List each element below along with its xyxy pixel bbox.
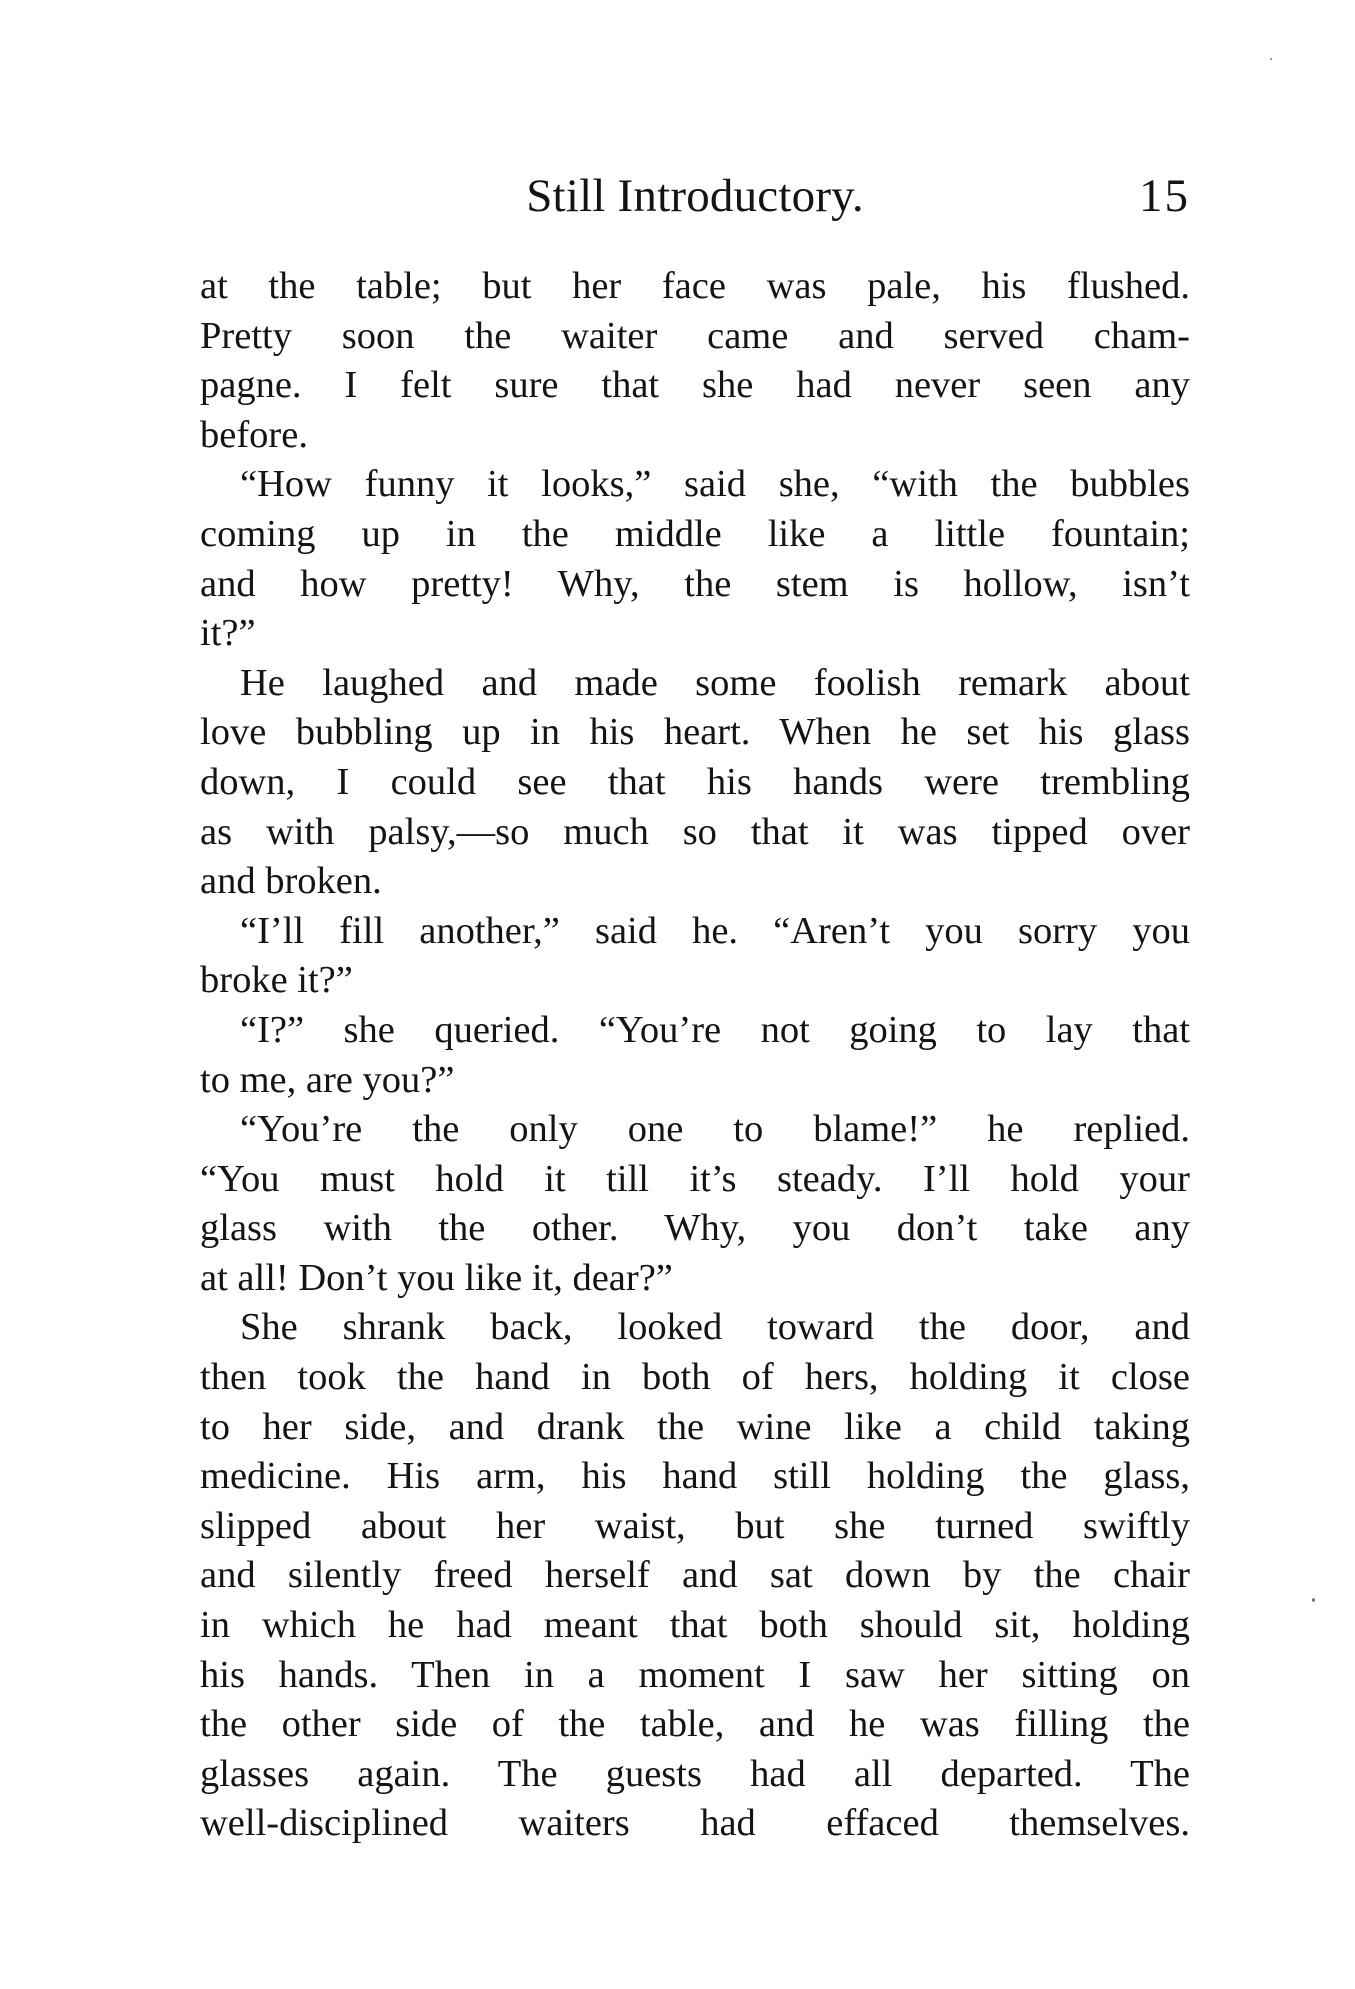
- text-line: “I’ll fill another,” said he. “Aren’t you sorry you: [240, 909, 1190, 952]
- text-line: coming up in the middle like a little fountain;: [200, 512, 1190, 555]
- text-line: down, I could see that his hands were trembling: [200, 760, 1190, 803]
- text-line: at the table; but her face was pale, his flushed.: [200, 265, 1190, 307]
- text-line: at all! Don’t you like it, dear?”: [200, 1256, 673, 1299]
- text-line: before.: [200, 413, 308, 456]
- text-line: well-disciplined waiters had effaced themselves.: [200, 1802, 1190, 1845]
- body-text: [200, 262, 1190, 1849]
- text-line: as with palsy,—so much so that it was tipped over: [200, 810, 1190, 853]
- text-line: in which he had meant that both should sit, holding: [200, 1604, 1190, 1647]
- text-line: She shrank back, looked toward the door, and: [240, 1306, 1190, 1349]
- text-line: glasses again. The guests had all departed. The: [200, 1752, 1190, 1795]
- text-line: slipped about her waist, but she turned swiftly: [200, 1504, 1190, 1547]
- text-line: Pretty soon the waiter came and served cham-: [200, 314, 1190, 357]
- text-line: “How funny it looks,” said she, “with the bubbles: [240, 463, 1190, 506]
- text-line: “You must hold it till it’s steady. I’ll hold your: [200, 1157, 1190, 1200]
- text-line: broke it?”: [200, 959, 353, 1002]
- running-title: Still Introductory.: [526, 170, 864, 222]
- running-head: [200, 166, 1190, 226]
- text-line: to me, are you?”: [200, 1058, 455, 1101]
- text-line: the other side of the table, and he was filling the: [200, 1703, 1190, 1746]
- text-line: “I?” she queried. “You’re not going to lay that: [240, 1008, 1190, 1051]
- text-line: to her side, and drank the wine like a child taking: [200, 1405, 1190, 1448]
- text-line: then took the hand in both of hers, holding it close: [200, 1356, 1190, 1399]
- print-speck: [1270, 58, 1272, 60]
- text-line: medicine. His arm, his hand still holding the glass,: [200, 1455, 1190, 1498]
- text-line: and broken.: [200, 860, 382, 903]
- text-line: glass with the other. Why, you don’t take any: [200, 1207, 1190, 1250]
- text-line: “You’re the only one to blame!” he replied.: [240, 1108, 1190, 1151]
- text-line: pagne. I felt sure that she had never seen any: [200, 364, 1190, 407]
- text-line: He laughed and made some foolish remark about: [240, 661, 1190, 704]
- page-number: 15: [1139, 170, 1190, 222]
- text-line: and silently freed herself and sat down by the chair: [200, 1554, 1190, 1597]
- text-line: it?”: [200, 612, 256, 655]
- text-line: and how pretty! Why, the stem is hollow, isn’t: [200, 562, 1190, 605]
- text-line: love bubbling up in his heart. When he set his glass: [200, 711, 1190, 754]
- print-speck: [1312, 1598, 1315, 1602]
- text-line: his hands. Then in a moment I saw her sitting on: [200, 1653, 1190, 1696]
